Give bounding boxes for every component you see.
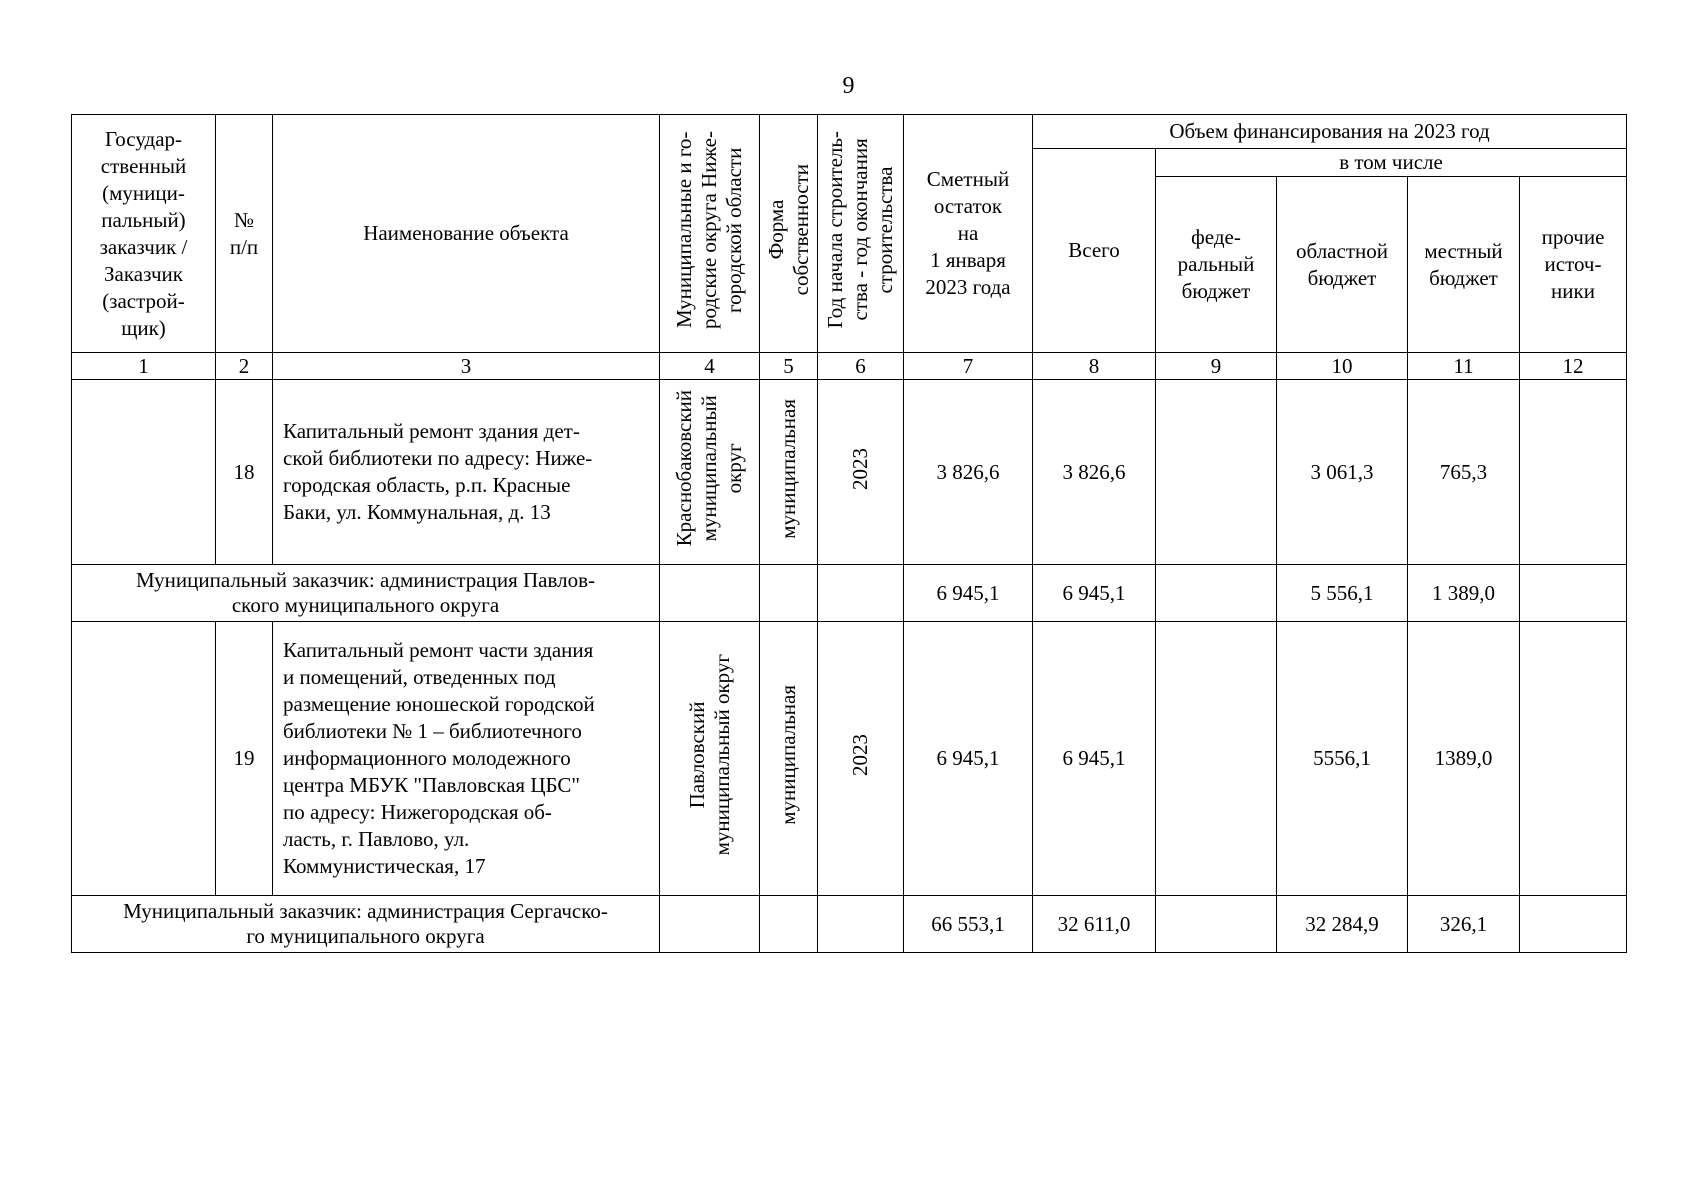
row-object-name: Капитальный ремонт здания дет- ской библиотеки по адресу: Ниже- городская область, р.п. Красные Баки, ул. Коммунальная, д. 13 (273, 380, 660, 565)
row-ownership (760, 380, 818, 565)
row-district (660, 380, 760, 565)
row-other (1520, 896, 1627, 953)
header-total: Всего (1033, 149, 1156, 353)
customer-district-empty (660, 896, 760, 953)
header-years (818, 115, 904, 353)
row-estimate: 6 945,1 (904, 565, 1033, 622)
row-customer-empty (72, 380, 216, 565)
row-local: 765,3 (1408, 380, 1520, 565)
column-number: 10 (1277, 353, 1408, 380)
row-district-text: Краснобаковский муниципальный округ (672, 390, 746, 547)
row-num: 19 (216, 622, 273, 896)
row-estimate: 66 553,1 (904, 896, 1033, 953)
column-number: 2 (216, 353, 273, 380)
header-ownership-text: Форма собственности (764, 164, 813, 296)
header-customer: Государ- ственный (муници- пальный) заказчик / Заказчик (застрой- щик) (72, 115, 216, 353)
row-customer-empty (72, 622, 216, 896)
row-local: 1389,0 (1408, 622, 1520, 896)
header-ownership (760, 115, 818, 353)
customer-district-empty (660, 565, 760, 622)
header-years-text: Год начала строитель- ства - год окончания строительства (823, 131, 897, 329)
row-other (1520, 565, 1627, 622)
table-row-customer (72, 565, 1627, 622)
row-year-text: 2023 (848, 734, 872, 776)
column-number: 12 (1520, 353, 1627, 380)
header-federal: феде- ральный бюджет (1156, 177, 1277, 353)
column-number-row (72, 353, 1627, 380)
header-including: в том числе (1156, 149, 1627, 177)
row-local: 1 389,0 (1408, 565, 1520, 622)
header-object-name: Наименование объекта (273, 115, 660, 353)
row-district (660, 622, 760, 896)
row-local: 326,1 (1408, 896, 1520, 953)
row-total: 6 945,1 (1033, 565, 1156, 622)
row-other (1520, 380, 1627, 565)
customer-ownership-empty (760, 896, 818, 953)
customer-label: Муниципальный заказчик: администрация Сергачско- го муниципального округа (72, 896, 660, 953)
header-local: местный бюджет (1408, 177, 1520, 353)
column-number: 8 (1033, 353, 1156, 380)
customer-year-empty (818, 896, 904, 953)
customer-ownership-empty (760, 565, 818, 622)
row-num: 18 (216, 380, 273, 565)
column-number: 6 (818, 353, 904, 380)
row-year (818, 622, 904, 896)
row-federal (1156, 622, 1277, 896)
row-district-text: Павловский муниципальный округ (684, 654, 734, 856)
row-ownership (760, 622, 818, 896)
header-num: № п/п (216, 115, 273, 353)
row-other (1520, 622, 1627, 896)
financing-table (71, 114, 1627, 953)
row-regional: 5556,1 (1277, 622, 1408, 896)
row-year-text: 2023 (848, 447, 872, 490)
header-financing-volume: Объем финансирования на 2023 год (1033, 115, 1627, 149)
column-number: 1 (72, 353, 216, 380)
row-federal (1156, 896, 1277, 953)
header-estimate: Сметный остаток на 1 января 2023 года (904, 115, 1033, 353)
row-ownership-text: муниципальная (776, 685, 800, 825)
row-regional: 32 284,9 (1277, 896, 1408, 953)
header-district (660, 115, 760, 353)
header-district-text: Муниципальные и го- родские округа Ниже- городской области (672, 131, 746, 329)
table-row-customer (72, 896, 1627, 953)
row-total: 6 945,1 (1033, 622, 1156, 896)
row-ownership-text: муниципальная (776, 398, 800, 539)
page-number: 9 (842, 73, 855, 99)
column-number: 9 (1156, 353, 1277, 380)
row-regional: 5 556,1 (1277, 565, 1408, 622)
header-other: прочие источ- ники (1520, 177, 1627, 353)
column-number: 5 (760, 353, 818, 380)
table-row (72, 622, 1627, 896)
customer-year-empty (818, 565, 904, 622)
row-federal (1156, 565, 1277, 622)
column-number: 3 (273, 353, 660, 380)
customer-label: Муниципальный заказчик: администрация Павлов- ского муниципального округа (72, 565, 660, 622)
header-regional: областной бюджет (1277, 177, 1408, 353)
row-year (818, 380, 904, 565)
column-number: 4 (660, 353, 760, 380)
column-number: 11 (1408, 353, 1520, 380)
column-number: 7 (904, 353, 1033, 380)
row-federal (1156, 380, 1277, 565)
row-object-name: Капитальный ремонт части здания и помещений, отведенных под размещение юношеской городской библиотеки № 1 – библиотечного информационного молодежного центра МБУК "Павловская ЦБС" по адресу: Нижегородская об- ласть, г. Павлово, ул. Коммунистическая, 17 (273, 622, 660, 896)
row-total: 3 826,6 (1033, 380, 1156, 565)
row-estimate: 3 826,6 (904, 380, 1033, 565)
row-total: 32 611,0 (1033, 896, 1156, 953)
row-regional: 3 061,3 (1277, 380, 1408, 565)
row-estimate: 6 945,1 (904, 622, 1033, 896)
table-row (72, 380, 1627, 565)
